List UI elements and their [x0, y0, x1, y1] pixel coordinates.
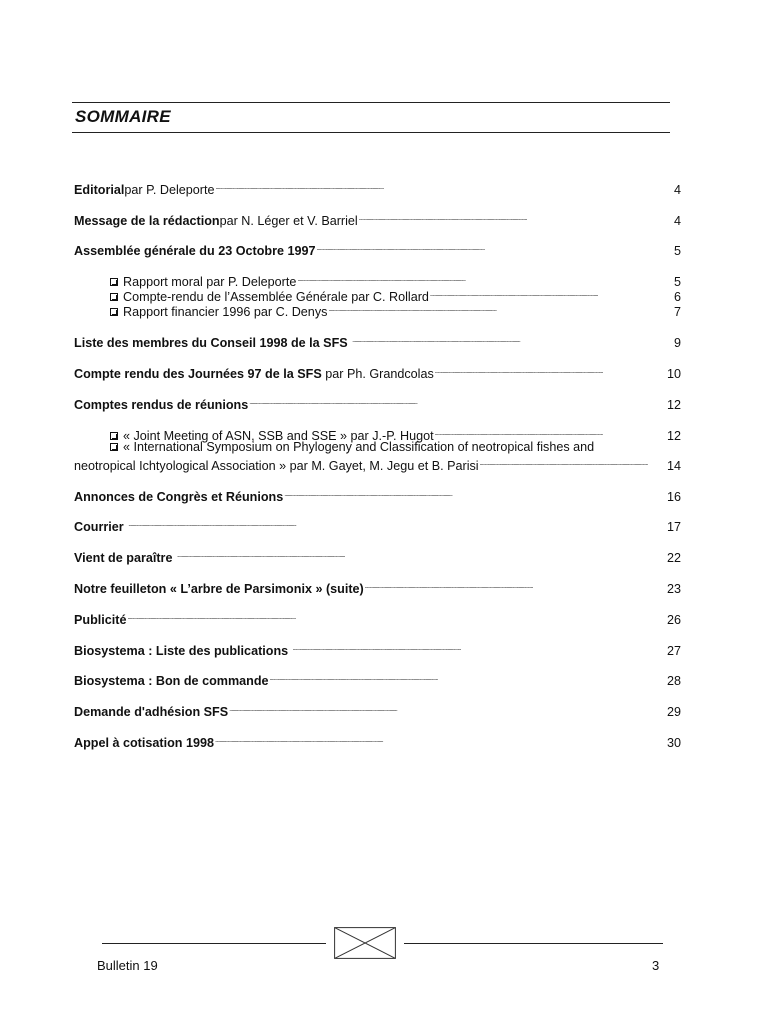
- toc-entry-liste-membres[interactable]: [74, 332, 681, 351]
- toc-entry-author: [288, 644, 292, 659]
- toc-entry-vient-de-paraitre[interactable]: [74, 547, 681, 566]
- toc-page-number: 30: [666, 736, 681, 750]
- toc-page-number: 7: [673, 305, 681, 319]
- dot-leader: [435, 363, 664, 378]
- header-top-rule: [72, 102, 670, 103]
- toc-subentry-text: Rapport financier 1996 par C. Denys: [123, 305, 328, 319]
- dot-leader: [128, 516, 664, 531]
- toc-entry-heading: Biosystema : Bon de commande: [74, 674, 269, 688]
- toc-entry-annonces[interactable]: [74, 486, 681, 505]
- footer-bulletin-label: Bulletin 19: [97, 958, 158, 973]
- toc-page-number: 28: [666, 674, 681, 688]
- toc-page-number: 17: [666, 520, 681, 534]
- dot-leader: [229, 701, 664, 716]
- dot-leader: [352, 332, 671, 347]
- toc-entry-heading: Biosystema : Liste des publications: [74, 644, 289, 658]
- dot-leader: [359, 210, 671, 225]
- toc-subentry-text: Rapport moral par P. Deleporte: [123, 275, 297, 289]
- page-title: SOMMAIRE: [75, 107, 171, 126]
- toc-entry-heading: Comptes rendus de réunions: [74, 398, 249, 412]
- toc-entry-author: par P. Deleporte: [124, 183, 215, 197]
- toc-subentry-text: neotropical Ichtyological Association » par M. Gayet, M. Jegu et B. Parisi: [74, 459, 479, 473]
- dot-leader: [317, 240, 671, 255]
- dot-leader: [328, 301, 671, 316]
- toc-subentry-international-line2[interactable]: [74, 455, 681, 474]
- toc-subentry-international-line1[interactable]: [110, 440, 681, 455]
- toc-page-number: 16: [666, 490, 681, 504]
- dot-leader: [430, 286, 671, 301]
- envelope-ornament-icon: [334, 927, 396, 959]
- toc-page-number: 10: [666, 367, 681, 381]
- toc-page-number: 12: [666, 429, 681, 443]
- toc-page-number: 12: [666, 398, 681, 412]
- toc-entry-biosystema-liste[interactable]: [74, 640, 681, 659]
- toc-entry-heading: Notre feuilleton « L’arbre de Parsimonix » (suite): [74, 582, 364, 596]
- toc-subentry-rapport-financier[interactable]: [110, 301, 681, 320]
- toc-entry-heading: Assemblée générale du 23 Octobre 1997: [74, 244, 316, 258]
- toc-entry-publicite[interactable]: [74, 609, 681, 628]
- dot-leader: [435, 425, 664, 440]
- dot-leader: [249, 394, 664, 409]
- toc-subentry-text: « International Symposium on Phylogeny and Classification of neotropical fishes and: [123, 440, 595, 454]
- toc-entry-heading: Vient de paraître: [74, 551, 173, 565]
- toc-subentry-text: « Joint Meeting of ASN, SSB and SSE » par J.-P. Hugot: [123, 429, 434, 443]
- dot-leader: [293, 640, 664, 655]
- toc-entry-author: [172, 551, 176, 566]
- toc-entry-heading: Publicité: [74, 613, 127, 627]
- checkbox-bullet-icon: [110, 278, 118, 286]
- toc-entry-journees[interactable]: [74, 363, 681, 382]
- toc-page-number: 27: [666, 644, 681, 658]
- toc-page-number: 6: [673, 290, 681, 304]
- toc-entry-author: par Ph. Grandcolas: [321, 367, 434, 381]
- toc-entry-heading: Compte rendu des Journées 97 de la SFS: [74, 367, 322, 381]
- checkbox-bullet-icon: [110, 308, 118, 316]
- dot-leader: [270, 670, 664, 685]
- toc-entry-heading: Demande d'adhésion SFS: [74, 705, 229, 719]
- toc-entry-message[interactable]: [74, 210, 681, 229]
- toc-entry-heading: Appel à cotisation 1998: [74, 736, 214, 750]
- toc-page-number: 4: [673, 183, 681, 197]
- checkbox-bullet-icon: [110, 443, 118, 451]
- dot-leader: [215, 732, 664, 747]
- toc-entry-appel-cotisation[interactable]: [74, 732, 681, 751]
- toc-page-number: 22: [666, 551, 681, 565]
- header-bottom-rule: [72, 132, 670, 133]
- toc-subentry-text: Compte-rendu de l’Assemblée Générale par C. Rollard: [123, 290, 429, 304]
- dot-leader: [127, 609, 664, 624]
- footer-rule-left: [102, 943, 326, 944]
- toc-page-number: 23: [666, 582, 681, 596]
- toc-entry-heading: Annonces de Congrès et Réunions: [74, 490, 284, 504]
- toc-entry-demande-adhesion[interactable]: [74, 701, 681, 720]
- checkbox-bullet-icon: [110, 293, 118, 301]
- toc-page-number: 5: [673, 244, 681, 258]
- dot-leader: [365, 578, 664, 593]
- toc-entry-biosystema-bon[interactable]: [74, 670, 681, 689]
- toc-page-number: 26: [666, 613, 681, 627]
- toc-entry-heading: Editorial: [74, 183, 125, 197]
- toc-entry-editorial[interactable]: [74, 179, 681, 198]
- toc-entry-feuilleton[interactable]: [74, 578, 681, 597]
- toc-entry-comptes-reunions[interactable]: [74, 394, 681, 413]
- toc-entry-assemblee[interactable]: [74, 240, 681, 259]
- toc-page-number: 14: [666, 459, 681, 473]
- footer-rule-right: [404, 943, 663, 944]
- toc-entry-heading: Courrier: [74, 520, 124, 534]
- toc-page-number: 29: [666, 705, 681, 719]
- toc-entry-heading: Message de la rédaction: [74, 214, 220, 228]
- toc-entry-author: [348, 336, 352, 351]
- dot-leader: [480, 455, 664, 470]
- checkbox-bullet-icon: [110, 432, 118, 440]
- dot-leader: [215, 179, 671, 194]
- dot-leader: [177, 547, 664, 562]
- dot-leader: [284, 486, 664, 501]
- dot-leader: [297, 271, 671, 286]
- toc-page-number: 4: [673, 214, 681, 228]
- toc-entry-courrier[interactable]: [74, 516, 681, 535]
- toc-page-number: 9: [673, 336, 681, 350]
- toc-page-number: 5: [673, 275, 681, 289]
- toc-entry-author: [124, 520, 128, 535]
- footer-page-number: 3: [652, 958, 660, 973]
- toc-entry-heading: Liste des membres du Conseil 1998 de la SFS: [74, 336, 348, 350]
- toc-entry-author: par N. Léger et V. Barriel: [219, 214, 358, 228]
